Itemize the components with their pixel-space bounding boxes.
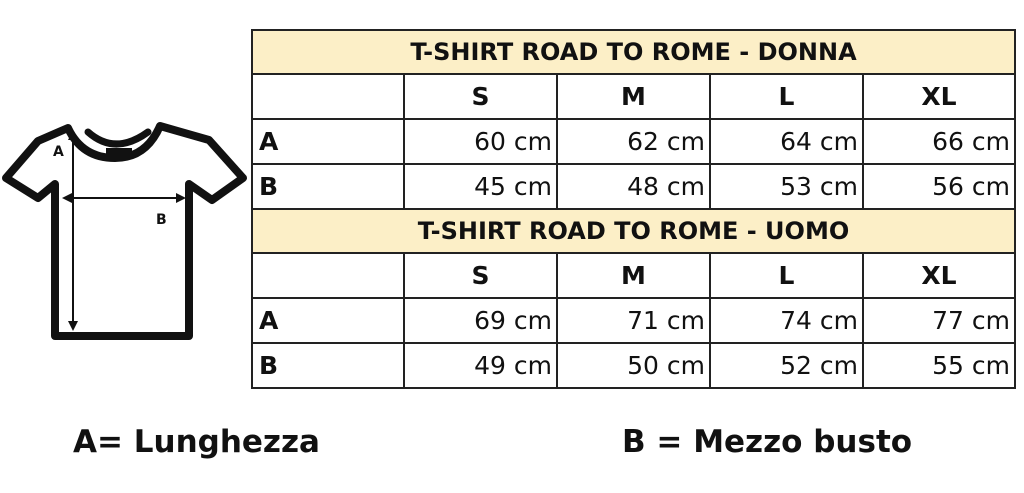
table-title-row-donna	[252, 30, 1015, 74]
table-cell: 71 cm	[557, 298, 710, 343]
table-title-row-uomo	[252, 209, 1015, 253]
tshirt-label	[106, 148, 132, 155]
size-header-row-donna	[252, 74, 1015, 119]
table-row	[252, 343, 1015, 388]
table-cell: 77 cm	[863, 298, 1015, 343]
table-cell: 56 cm	[863, 164, 1015, 209]
table-cell: 45 cm	[404, 164, 557, 209]
table-row	[252, 298, 1015, 343]
empty-header-cell	[252, 74, 404, 119]
table-cell: 60 cm	[404, 119, 557, 164]
legend-a-lunghezza: A= Lunghezza	[73, 424, 320, 460]
table-cell: 52 cm	[710, 343, 863, 388]
table-cell: 48 cm	[557, 164, 710, 209]
table-row	[252, 119, 1015, 164]
row-label-b: B	[252, 343, 404, 388]
table-cell: 49 cm	[404, 343, 557, 388]
size-header-l: L	[710, 74, 863, 119]
measure-label-a: A	[53, 144, 64, 160]
tshirt-diagram	[0, 110, 250, 350]
size-header-s: S	[404, 253, 557, 298]
size-header-m: M	[557, 253, 710, 298]
table-cell: 66 cm	[863, 119, 1015, 164]
tshirt-icon	[0, 110, 250, 350]
table-cell: 74 cm	[710, 298, 863, 343]
row-label-a: A	[252, 119, 404, 164]
table-cell: 50 cm	[557, 343, 710, 388]
size-header-m: M	[557, 74, 710, 119]
table-title-uomo: T-SHIRT ROAD TO ROME - UOMO	[252, 209, 1015, 253]
table-row	[252, 164, 1015, 209]
table-cell: 53 cm	[710, 164, 863, 209]
empty-header-cell	[252, 253, 404, 298]
table-cell: 62 cm	[557, 119, 710, 164]
legend-b-mezzo-busto: B = Mezzo busto	[622, 424, 913, 460]
size-header-s: S	[404, 74, 557, 119]
size-header-row-uomo	[252, 253, 1015, 298]
table-title-donna: T-SHIRT ROAD TO ROME - DONNA	[252, 30, 1015, 74]
row-label-a: A	[252, 298, 404, 343]
size-header-xl: XL	[863, 253, 1015, 298]
size-chart-table	[251, 29, 1016, 389]
size-header-xl: XL	[863, 74, 1015, 119]
tshirt-collar	[88, 132, 148, 144]
tshirt-outline	[6, 126, 243, 336]
row-label-b: B	[252, 164, 404, 209]
table-cell: 64 cm	[710, 119, 863, 164]
measure-label-b: B	[156, 212, 167, 228]
size-header-l: L	[710, 253, 863, 298]
table-cell: 69 cm	[404, 298, 557, 343]
table-cell: 55 cm	[863, 343, 1015, 388]
